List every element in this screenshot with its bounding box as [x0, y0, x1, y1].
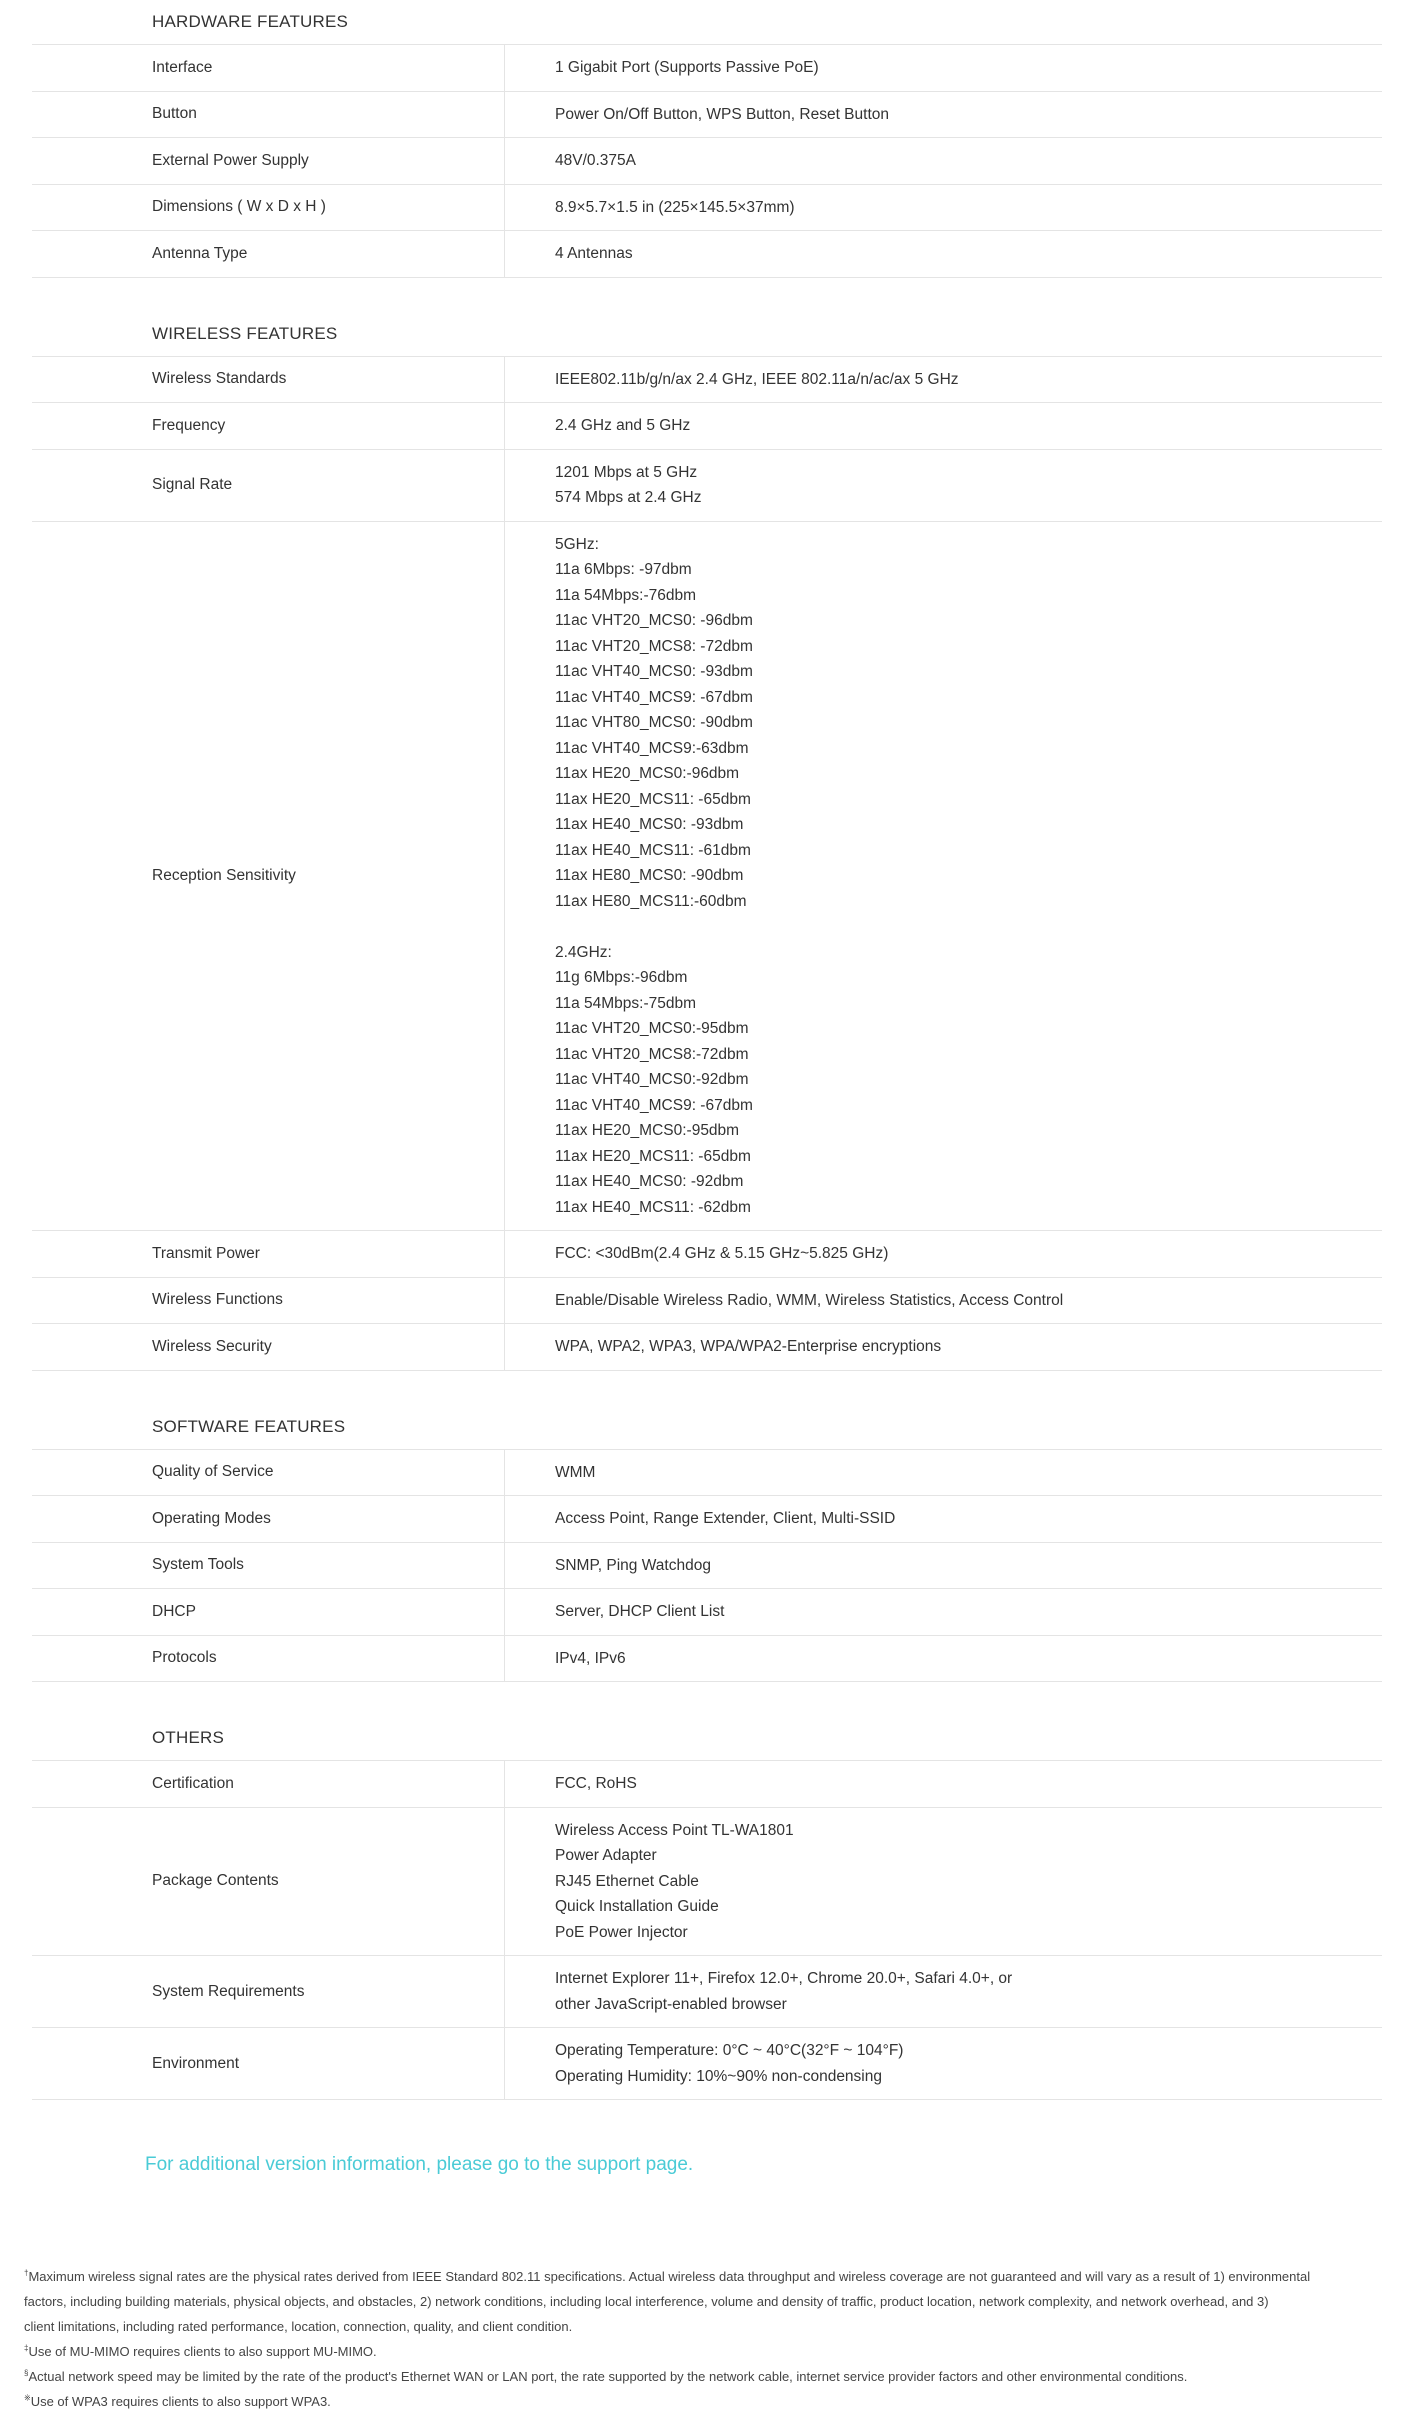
- spec-value-line: 11ax HE40_MCS11: -61dbm: [555, 841, 751, 859]
- spec-key: Wireless Functions: [32, 1278, 505, 1324]
- spec-row: [32, 1231, 1382, 1278]
- section-title: SOFTWARE FEATURES: [32, 1405, 1382, 1450]
- spec-value-line: FCC, RoHS: [555, 1775, 637, 1792]
- spec-value-line: 11ac VHT40_MCS9: -67dbm: [555, 688, 753, 706]
- footnote-text: client limitations, including rated performance, location, connection, quality, and client condition.: [24, 2319, 573, 2334]
- section-title: OTHERS: [32, 1716, 1382, 1761]
- spec-value-line: 11ax HE20_MCS11: -65dbm: [555, 1147, 751, 1165]
- spec-row: [32, 450, 1382, 522]
- spec-value-line: RJ45 Ethernet Cable: [555, 1872, 699, 1890]
- spec-value-line: SNMP, Ping Watchdog: [555, 1556, 711, 1574]
- footnote-mark: ※: [24, 2393, 31, 2403]
- spec-value-line: Wireless Access Point TL-WA1801: [555, 1821, 794, 1839]
- spec-value-line: 11ax HE40_MCS11: -62dbm: [555, 1198, 751, 1216]
- footnote-line: [24, 2364, 1396, 2389]
- spec-value: [505, 1956, 1382, 2027]
- spec-value: [505, 357, 1382, 403]
- spec-value: [505, 1231, 1382, 1277]
- spec-value-line: 11ac VHT20_MCS8: -72dbm: [555, 637, 753, 655]
- spec-row: [32, 1278, 1382, 1325]
- spec-key: Quality of Service: [32, 1450, 505, 1496]
- spec-key: Wireless Security: [32, 1324, 505, 1370]
- spec-value: [505, 231, 1382, 277]
- spec-key: External Power Supply: [32, 138, 505, 184]
- spec-value: [505, 1450, 1382, 1496]
- spec-value-line: Power On/Off Button, WPS Button, Reset Button: [555, 105, 889, 123]
- spec-key: Certification: [32, 1761, 505, 1807]
- spec-value-line: 574 Mbps at 2.4 GHz: [555, 489, 702, 506]
- spec-key: Dimensions ( W x D x H ): [32, 185, 505, 231]
- footnote-line: [24, 2314, 1396, 2339]
- spec-value-line: other JavaScript-enabled browser: [555, 1995, 787, 2013]
- spec-value-line: WMM: [555, 1463, 596, 1481]
- spec-value-line: 2.4 GHz and 5 GHz: [555, 417, 691, 434]
- spec-value: [505, 92, 1382, 138]
- spec-key: DHCP: [32, 1589, 505, 1635]
- section-software-features: [32, 1405, 1382, 1683]
- spec-value: [505, 1636, 1382, 1682]
- spec-key: Interface: [32, 45, 505, 91]
- spec-value-line: 5GHz:: [555, 535, 599, 553]
- spec-value-line: 11ac VHT20_MCS0: -96dbm: [555, 612, 753, 629]
- spec-value-line: 11ax HE20_MCS0:-95dbm: [555, 1122, 740, 1139]
- spec-value-line: 11ac VHT40_MCS9:-63dbm: [555, 739, 749, 757]
- section-others: [32, 1716, 1382, 2100]
- spec-value: [505, 450, 1382, 521]
- spec-value-line: IEEE802.11b/g/n/ax 2.4 GHz, IEEE 802.11a/n/ac/ax 5 GHz: [555, 370, 959, 388]
- spec-value-line: 11ax HE20_MCS0:-96dbm: [555, 765, 740, 782]
- footnote-line: [24, 2289, 1396, 2314]
- spec-row: [32, 45, 1382, 92]
- spec-value-line: [555, 914, 1382, 940]
- spec-row: [32, 522, 1382, 1232]
- footnote-mark: §: [24, 2368, 29, 2378]
- spec-value-line: 11ax HE80_MCS0: -90dbm: [555, 867, 744, 884]
- spec-key: Antenna Type: [32, 231, 505, 277]
- spec-value-line: 11ac VHT40_MCS0:-92dbm: [555, 1071, 749, 1088]
- spec-value-line: Internet Explorer 11+, Firefox 12.0+, Chrome 20.0+, Safari 4.0+, or: [555, 1970, 1013, 1987]
- spec-value-line: FCC: <30dBm(2.4 GHz & 5.15 GHz~5.825 GHz): [555, 1245, 889, 1262]
- footnote-text: Maximum wireless signal rates are the physical rates derived from IEEE Standard 802.11 specifications. Actual wireless data throughput and wireless coverage are not guaranteed and will vary as a result of 1) environmental: [28, 2269, 1311, 2284]
- spec-row: [32, 1808, 1382, 1957]
- section-rows: [32, 357, 1382, 1371]
- spec-value-line: PoE Power Injector: [555, 1923, 688, 1941]
- footnote-line: [24, 2339, 1396, 2364]
- spec-value: [505, 45, 1382, 91]
- spec-row: [32, 1956, 1382, 2028]
- spec-value-line: 4 Antennas: [555, 245, 633, 262]
- spec-value: [505, 2028, 1382, 2099]
- spec-row: [32, 1589, 1382, 1636]
- spec-value-line: 1201 Mbps at 5 GHz: [555, 463, 698, 481]
- section-rows: [32, 1761, 1382, 2100]
- spec-value: [505, 185, 1382, 231]
- footnote-text: factors, including building materials, physical objects, and obstacles, 2) network conditions, including local interference, volume and density of traffic, product location, network complexity, and network overhead, and 3): [24, 2294, 1269, 2309]
- spec-key: Signal Rate: [32, 450, 505, 521]
- section-wireless-features: [32, 312, 1382, 1371]
- spec-key: Protocols: [32, 1636, 505, 1682]
- spec-value-line: 11ax HE40_MCS0: -92dbm: [555, 1173, 744, 1190]
- spec-value-line: Quick Installation Guide: [555, 1898, 719, 1915]
- spec-row: [32, 357, 1382, 404]
- spec-row: [32, 1761, 1382, 1808]
- spec-value-line: 11g 6Mbps:-96dbm: [555, 969, 688, 986]
- spec-row: [32, 138, 1382, 185]
- spec-row: [32, 1450, 1382, 1497]
- spec-key: Button: [32, 92, 505, 138]
- footnote-line: [24, 2264, 1396, 2289]
- spec-row: [32, 1543, 1382, 1590]
- spec-row: [32, 403, 1382, 450]
- spec-value-line: 11ac VHT40_MCS0: -93dbm: [555, 663, 753, 680]
- spec-value-line: Access Point, Range Extender, Client, Multi-SSID: [555, 1510, 896, 1527]
- spec-key: Environment: [32, 2028, 505, 2099]
- section-title: WIRELESS FEATURES: [32, 312, 1382, 357]
- footnote-text: Use of MU-MIMO requires clients to also support MU-MIMO.: [28, 2344, 377, 2359]
- spec-row: [32, 2028, 1382, 2100]
- spec-value-line: Power Adapter: [555, 1847, 657, 1864]
- footnote-mark: †: [24, 2268, 29, 2278]
- spec-value-line: 11ac VHT20_MCS8:-72dbm: [555, 1045, 749, 1063]
- spec-key: Reception Sensitivity: [32, 522, 505, 1231]
- spec-value: [505, 403, 1382, 449]
- spec-table: [32, 0, 1382, 2100]
- spec-value-line: 11ax HE40_MCS0: -93dbm: [555, 816, 744, 833]
- support-page-link[interactable]: For additional version information, please go to the support page.: [145, 2154, 694, 2175]
- spec-value-line: 11a 54Mbps:-76dbm: [555, 586, 697, 604]
- spec-value: [505, 1324, 1382, 1370]
- spec-value-line: Operating Humidity: 10%~90% non-condensing: [555, 2067, 882, 2085]
- spec-value-line: 48V/0.375A: [555, 152, 637, 169]
- spec-row: [32, 1636, 1382, 1683]
- spec-row: [32, 92, 1382, 139]
- spec-row: [32, 185, 1382, 232]
- spec-value: [505, 1808, 1382, 1956]
- spec-row: [32, 1496, 1382, 1543]
- spec-value-line: 11ac VHT20_MCS0:-95dbm: [555, 1020, 749, 1037]
- spec-value-line: 11ax HE20_MCS11: -65dbm: [555, 790, 751, 808]
- spec-value-line: 2.4GHz:: [555, 943, 612, 961]
- spec-key: Package Contents: [32, 1808, 505, 1956]
- spec-value-line: 11ac VHT40_MCS9: -67dbm: [555, 1096, 753, 1114]
- spec-value-line: 11a 54Mbps:-75dbm: [555, 994, 697, 1012]
- spec-key: Transmit Power: [32, 1231, 505, 1277]
- spec-value: [505, 138, 1382, 184]
- footnote-text: Use of WPA3 requires clients to also support WPA3.: [30, 2394, 331, 2409]
- spec-key: System Requirements: [32, 1956, 505, 2027]
- spec-value-line: 11ac VHT80_MCS0: -90dbm: [555, 714, 753, 731]
- section-rows: [32, 1450, 1382, 1683]
- spec-row: [32, 231, 1382, 278]
- spec-value: [505, 1589, 1382, 1635]
- spec-value-line: IPv4, IPv6: [555, 1649, 626, 1667]
- spec-key: System Tools: [32, 1543, 505, 1589]
- spec-value-line: 1 Gigabit Port (Supports Passive PoE): [555, 59, 819, 76]
- spec-value: [505, 1543, 1382, 1589]
- section-title: HARDWARE FEATURES: [32, 0, 1382, 45]
- spec-value: [505, 1278, 1382, 1324]
- footnotes: [24, 2264, 1396, 2414]
- section-hardware-features: [32, 0, 1382, 278]
- spec-key: Operating Modes: [32, 1496, 505, 1542]
- spec-value-line: Server, DHCP Client List: [555, 1603, 725, 1620]
- spec-value: [505, 1761, 1382, 1807]
- spec-value-line: 11a 6Mbps: -97dbm: [555, 561, 692, 578]
- spec-row: [32, 1324, 1382, 1371]
- section-rows: [32, 45, 1382, 278]
- spec-value-line: Enable/Disable Wireless Radio, WMM, Wireless Statistics, Access Control: [555, 1291, 1064, 1309]
- spec-value-line: Operating Temperature: 0°C ~ 40°C(32°F ~ 104°F): [555, 2042, 904, 2059]
- footnote-mark: ‡: [24, 2343, 29, 2353]
- spec-key: Frequency: [32, 403, 505, 449]
- spec-key: Wireless Standards: [32, 357, 505, 403]
- spec-value: [505, 1496, 1382, 1542]
- spec-value-line: WPA, WPA2, WPA3, WPA/WPA2-Enterprise encryptions: [555, 1338, 942, 1355]
- footnote-text: Actual network speed may be limited by the rate of the product's Ethernet WAN or LAN port, the rate supported by the network cable, internet service provider factors and other environmental conditions.: [28, 2369, 1188, 2384]
- spec-value-line: 11ax HE80_MCS11:-60dbm: [555, 892, 747, 910]
- spec-value: [505, 522, 1382, 1231]
- footnote-line: [24, 2389, 1396, 2414]
- spec-value-line: 8.9×5.7×1.5 in (225×145.5×37mm): [555, 198, 795, 216]
